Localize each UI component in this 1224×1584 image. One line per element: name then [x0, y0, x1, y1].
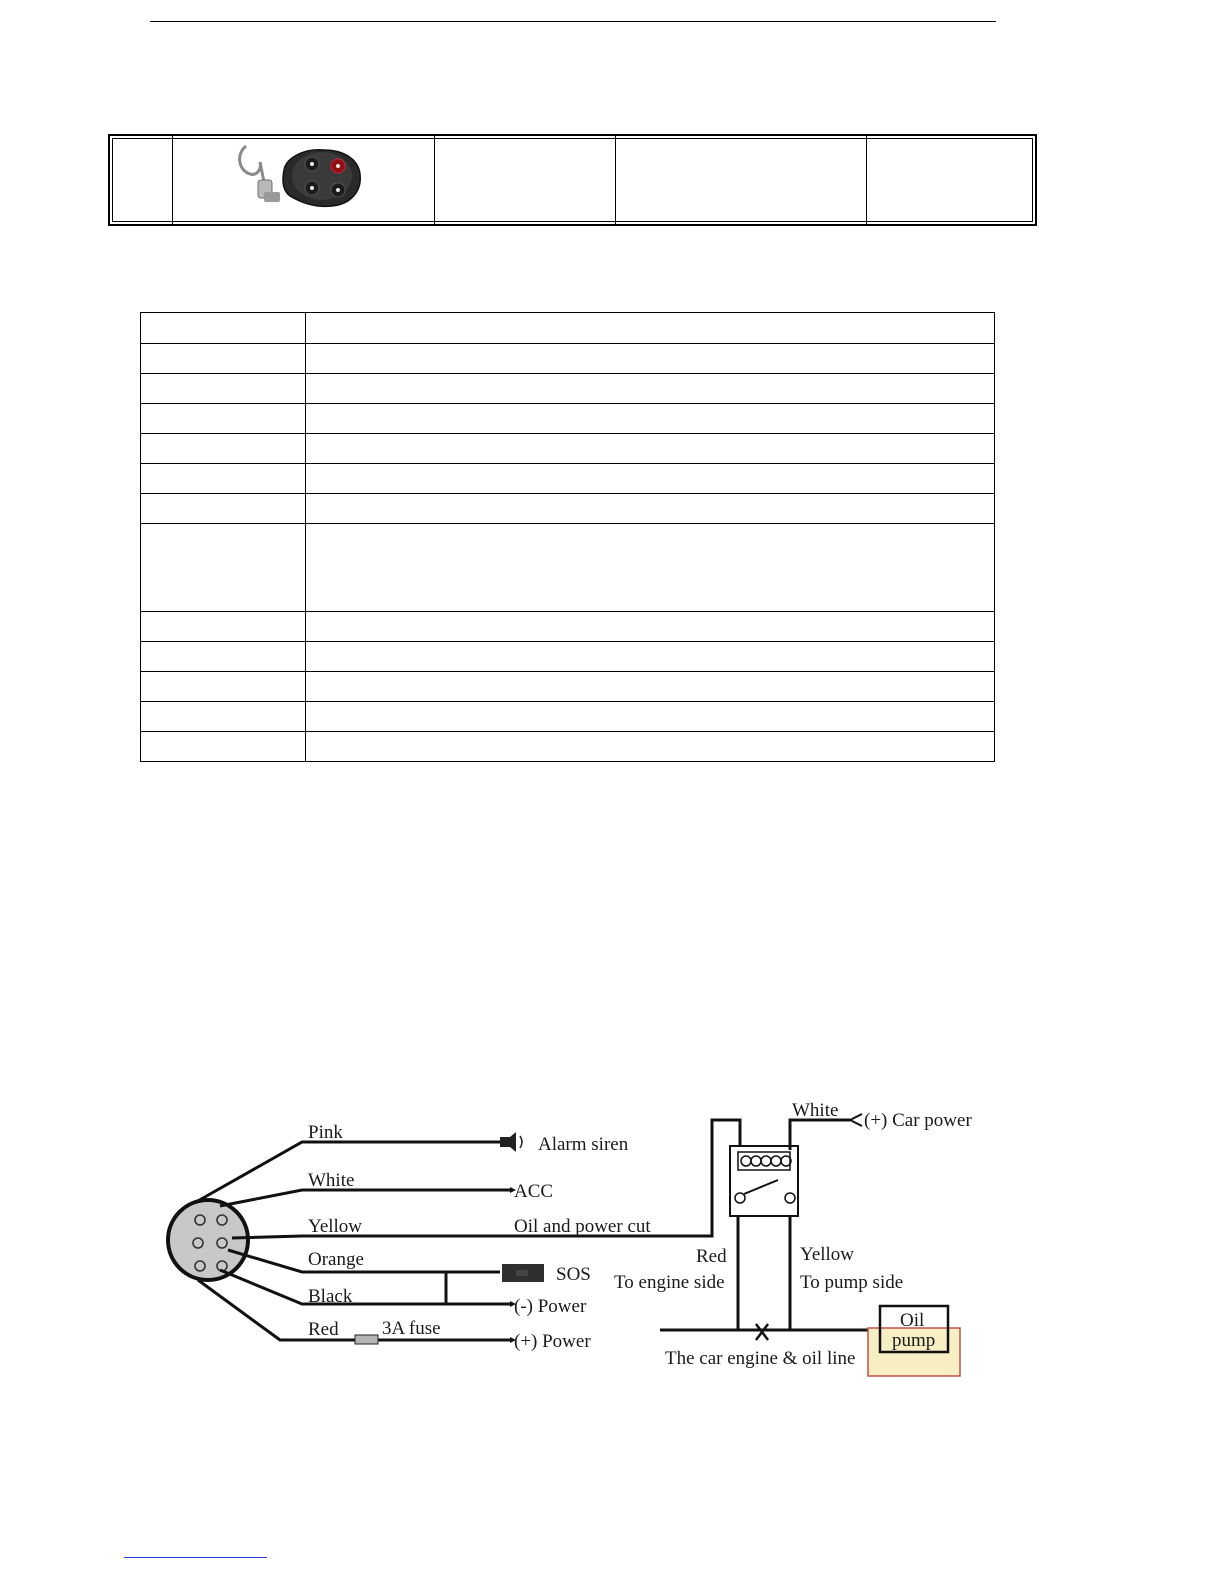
wire-target-label: SOS	[556, 1264, 591, 1285]
wire-color-label: White	[308, 1170, 355, 1191]
relay-red-label: Red	[696, 1246, 727, 1267]
connector-plug	[168, 1200, 248, 1280]
row-divider	[141, 701, 994, 702]
oil-pump-label: Oil	[900, 1310, 925, 1331]
col-divider	[305, 313, 306, 761]
wire-color-label: Black	[308, 1286, 353, 1307]
white-wire	[220, 1190, 510, 1206]
row-divider	[141, 523, 994, 524]
wire-color-label: Red	[308, 1319, 339, 1340]
row-divider	[141, 493, 994, 494]
relay-red-desc: To engine side	[614, 1272, 725, 1293]
car-power-arrow-icon	[850, 1114, 862, 1126]
relay	[730, 1146, 798, 1216]
col-divider	[434, 136, 435, 224]
wire-color-label: Pink	[308, 1122, 343, 1143]
relay-yellow-desc: To pump side	[800, 1272, 904, 1293]
fuse-label: 3A fuse	[382, 1318, 441, 1339]
wire-target-label: (-) Power	[514, 1296, 587, 1317]
row-divider	[141, 433, 994, 434]
header-rule	[150, 21, 996, 22]
accessory-table	[108, 134, 1037, 226]
row-divider	[141, 731, 994, 732]
row-divider	[141, 671, 994, 672]
black-wire	[220, 1270, 510, 1304]
engine-line-label: The car engine & oil line	[665, 1348, 856, 1369]
wire-color-label: Orange	[308, 1249, 364, 1270]
relay-white-label: White	[792, 1100, 839, 1121]
wire-color-label: Yellow	[308, 1216, 363, 1237]
wiring-diagram	[150, 1090, 990, 1390]
oil-pump-label: pump	[892, 1330, 936, 1351]
wire-target-label: Oil and power cut	[514, 1216, 651, 1237]
car-power-label: (+) Car power	[864, 1110, 972, 1131]
footer-link-rule	[124, 1557, 267, 1558]
remote-control-image	[234, 140, 374, 220]
wire-target-label: Alarm siren	[538, 1134, 629, 1155]
specification-table	[140, 312, 995, 762]
row-divider	[141, 611, 994, 612]
row-divider	[141, 463, 994, 464]
row-divider	[141, 403, 994, 404]
row-divider	[141, 343, 994, 344]
fuse-icon	[355, 1335, 378, 1344]
col-divider	[866, 136, 867, 224]
wire-target-label: ACC	[514, 1181, 554, 1202]
alarm-siren-icon	[500, 1132, 522, 1152]
relay-yellow-label: Yellow	[800, 1244, 855, 1265]
orange-wire	[228, 1250, 500, 1272]
wire-target-label: (+) Power	[514, 1331, 591, 1352]
col-divider	[172, 136, 173, 224]
row-divider	[141, 641, 994, 642]
col-divider	[615, 136, 616, 224]
cut-mark-icon	[756, 1324, 768, 1340]
row-divider	[141, 373, 994, 374]
